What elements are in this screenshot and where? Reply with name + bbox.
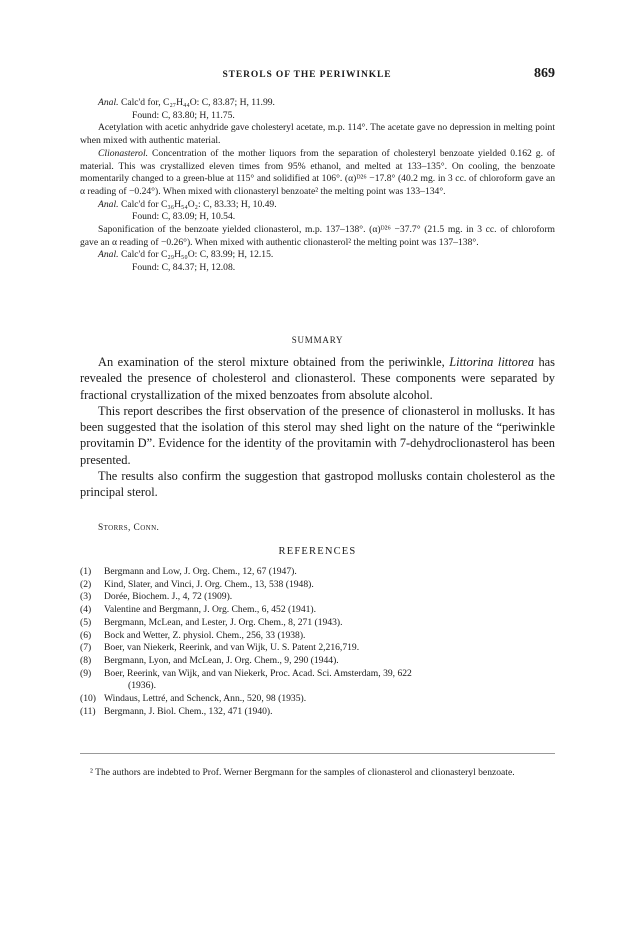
- analysis-benzoate: [80, 199, 555, 212]
- clionasterol-label: Clionasterol.: [98, 147, 149, 159]
- reference-list: [80, 566, 555, 718]
- ref-number: (9): [80, 667, 92, 679]
- acetylation-paragraph: Acetylation with acetic anhydride gave cholesteryl acetate, m.p. 114°. The acetate gave no depression in melting point when mixed with authentic material.: [80, 122, 555, 147]
- footnote: ² The authors are indebted to Prof. Werner Bergmann for the samples of clionasterol and clionasteryl benzoate.: [90, 767, 515, 778]
- reference-item: [80, 604, 555, 617]
- species-name: Littorina littorea: [449, 355, 534, 369]
- anal-calc: Calc'd for, C₂₇H₄₄O: C, 83.87; H, 11.99.: [120, 97, 275, 108]
- ref-text: Bock and Wetter, Z. physiol. Chem., 256, 33 (1938).: [104, 629, 306, 641]
- ref-number: (5): [80, 616, 92, 628]
- experimental-section: [80, 97, 555, 275]
- anal-label: Anal.: [98, 97, 119, 108]
- saponification-paragraph: Saponification of the benzoate yielded clionasterol, m.p. 137–138°. (α)ᴰ²⁶ −37.7° (21.5 mg. in 3 cc. of chloroform gave an α reading of −0.26°). When mixed with authentic clionasterol² the melting point was 137–138°.: [80, 224, 555, 248]
- summary-heading: SUMMARY: [291, 335, 344, 345]
- summary-paragraph-2: This report describes the first observation of the presence of clionasterol in mollusks. It has been suggested that the isolation of this sterol may shed light on the nature of the “periwinkle provitamin D”. Evidence for the identity of the provitamin with 7-dehydroclionasterol has been presented.: [80, 403, 555, 467]
- ref-number: (1): [80, 566, 92, 577]
- anal-label: Anal.: [98, 249, 119, 261]
- ref-number: (4): [80, 604, 92, 616]
- ref-number: [80, 680, 104, 693]
- summary-text: has revealed the presence of cholesterol and clionasterol. These components were separated by fractional crystallization of the mixed benzoates from absolute alcohol.: [80, 355, 555, 402]
- reference-item: [80, 579, 555, 592]
- reference-item: [80, 617, 555, 630]
- anal-found: Found: C, 83.09; H, 10.54.: [132, 211, 236, 223]
- reference-item: [80, 655, 555, 668]
- ref-number: (7): [80, 642, 92, 654]
- ref-number: (6): [80, 629, 92, 641]
- ref-text: (1936).: [128, 680, 156, 692]
- summary-text: An examination of the sterol mixture obtained from the periwinkle,: [98, 355, 450, 369]
- ref-number: (8): [80, 654, 92, 666]
- analysis-clionasterol: [80, 249, 555, 262]
- page-number: 869: [534, 66, 555, 81]
- ref-number: (11): [80, 705, 96, 717]
- analysis-cholesterol: [80, 97, 555, 110]
- ref-text: Bergmann, J. Biol. Chem., 132, 471 (1940).: [104, 705, 273, 717]
- reference-item: [80, 566, 555, 579]
- reference-item: [80, 642, 555, 655]
- reference-item-continuation: [80, 680, 555, 693]
- ref-text: Boer, Reerink, van Wijk, and van Niekerk, Proc. Acad. Sci. Amsterdam, 39, 622: [104, 667, 412, 679]
- summary-section: [80, 354, 555, 501]
- reference-item: [80, 668, 555, 681]
- anal-calc: Calc'd for C₃₆H₅₄O₂: C, 83.33; H, 10.49.: [120, 198, 277, 210]
- ref-text: Bergmann and Low, J. Org. Chem., 12, 67 (1947).: [104, 566, 297, 577]
- reference-item: [80, 706, 555, 719]
- reference-item: [80, 591, 555, 604]
- page-header: [80, 66, 555, 82]
- author-location: Storrs, Conn.: [98, 523, 160, 533]
- ref-text: Windaus, Lettré, and Schenck, Ann., 520, 98 (1935).: [104, 693, 307, 705]
- summary-paragraph-3: The results also confirm the suggestion that gastropod mollusks contain cholesterol as the principal sterol.: [80, 469, 555, 500]
- ref-text: Boer, van Niekerk, Reerink, and van Wijk, U. S. Patent 2,216,719.: [104, 642, 360, 654]
- anal-found: Found: C, 84.37; H, 12.08.: [132, 262, 236, 274]
- ref-number: (10): [80, 693, 96, 705]
- anal-calc: Calc'd for C₂₉H₅₀O: C, 83.99; H, 12.15.: [120, 249, 274, 261]
- references-heading: REFERENCES: [278, 546, 357, 557]
- ref-number: (3): [80, 591, 92, 603]
- ref-text: Valentine and Bergmann, J. Org. Chem., 6, 452 (1941).: [104, 604, 317, 616]
- ref-text: Bergmann, McLean, and Lester, J. Org. Chem., 8, 271 (1943).: [104, 616, 343, 628]
- clionasterol-paragraph: [80, 148, 555, 199]
- ref-text: Bergmann, Lyon, and McLean, J. Org. Chem., 9, 290 (1944).: [104, 654, 339, 666]
- ref-number: (2): [80, 578, 92, 590]
- anal-label: Anal.: [98, 198, 119, 210]
- footnote-divider: [80, 753, 555, 754]
- running-head: STEROLS OF THE PERIWINKLE: [222, 70, 392, 80]
- ref-text: Kind, Slater, and Vinci, J. Org. Chem., 13, 538 (1948).: [104, 578, 314, 590]
- reference-item: [80, 630, 555, 643]
- reference-item: [80, 693, 555, 706]
- anal-found: Found: C, 83.80; H, 11.75.: [132, 109, 235, 121]
- clionasterol-text: Concentration of the mother liquors from the separation of cholesteryl benzoate yielded 0.162 g. of material. This was crystallized eleven times from 95% ethanol, and melted at 133–135°. On cooling, the benzoate momentarily changed to a green-blue at 115° and solidified at 106°. (α)ᴰ²⁶ −17.8° (40.2 mg. in 3 cc. of chloroform gave an α reading of −0.24°). When mixed with clionasteryl benzoate² the melting point was 133–134°.: [80, 147, 555, 197]
- summary-paragraph-1: [80, 354, 555, 403]
- ref-text: Dorée, Biochem. J., 4, 72 (1909).: [104, 591, 233, 603]
